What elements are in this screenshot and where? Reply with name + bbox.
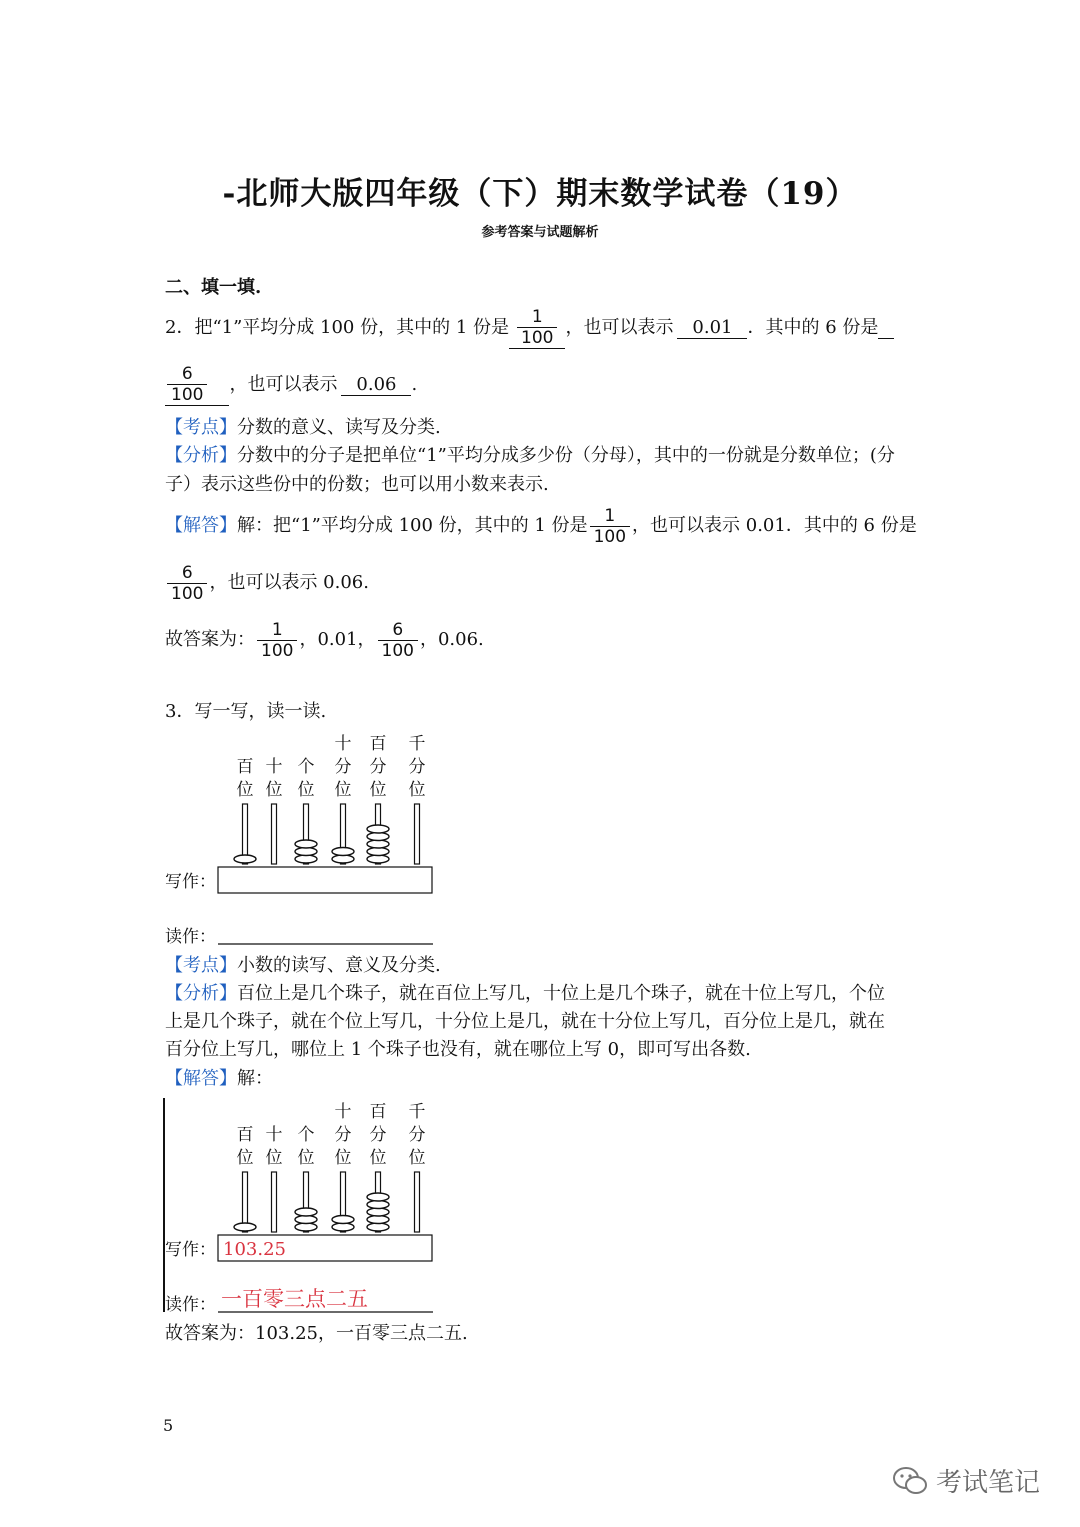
kaodian-text: 分数的意义、读写及分类. (237, 417, 441, 438)
q2-jieda-cont (165, 560, 369, 606)
abacus-column-label: 分 (369, 757, 387, 777)
q2-answer (165, 617, 484, 663)
abacus-bead (295, 848, 317, 856)
abacus-bead (332, 848, 354, 856)
abacus-column-label: 位 (408, 1148, 426, 1168)
q2-blank-frac1 (509, 307, 565, 349)
q2-kaodian (165, 414, 441, 442)
kaodian-tag: 【考点】 (165, 417, 237, 438)
fraction-1-100 (257, 620, 297, 661)
abacus-column-label: 分 (369, 1125, 387, 1145)
frac-denominator: 100 (171, 385, 204, 405)
abacus-column-label: 十 (265, 1125, 283, 1145)
jieda-text: 解： (237, 1068, 273, 1089)
q2-jieda (165, 503, 917, 549)
abacus-bead (367, 840, 389, 848)
abacus-rod (272, 1172, 277, 1232)
q3-fenxi (165, 980, 885, 1008)
frac-numerator: 1 (531, 307, 543, 327)
jieda-tag: 【解答】 (165, 515, 237, 536)
q2-text-c: ．其中的 6 份是 (747, 317, 879, 338)
q2-fenxi-cont: 子）表示这些份中的份数；也可以用小数来表示. (165, 474, 549, 495)
frac-denominator: 100 (521, 328, 554, 348)
q2-text-d: ，也可以表示 (229, 374, 338, 395)
q2-blank-1: 0.01 (677, 318, 747, 339)
abacus-rod (415, 1172, 420, 1232)
write-label: 写作： (165, 872, 216, 892)
fenxi-text-1: 分数中的分子是把单位“1”平均分成多少份（分母），其中的一份就是分数单位；(分 (237, 445, 895, 466)
q2-blank-frac2 (165, 364, 229, 406)
abacus-column-label: 十 (334, 734, 352, 754)
q3-question: 3．写一写，读一读. (165, 701, 327, 722)
abacus-column-label: 个 (297, 757, 315, 777)
fraction-1-100 (517, 307, 557, 348)
abacus-bead (234, 1223, 256, 1231)
kaodian-text: 小数的读写、意义及分类. (237, 955, 441, 976)
abacus-column-label: 分 (408, 1125, 426, 1145)
section-heading: 二、填一填. (165, 277, 262, 298)
frac-denominator: 100 (171, 583, 204, 604)
abacus-bead (332, 855, 354, 863)
jieda-text-b: ，也可以表示 0.01．其中的 6 份是 (632, 515, 917, 536)
frac-numerator: 1 (604, 505, 616, 526)
abacus-bead (295, 855, 317, 863)
q2-text-a: 2．把“1”平均分成 100 份，其中的 1 份是 (165, 317, 510, 338)
abacus-column-label: 位 (369, 780, 387, 800)
abacus-column-label: 十 (334, 1102, 352, 1122)
abacus-rod (272, 804, 277, 864)
abacus-column-label: 个 (297, 1125, 315, 1145)
abacus-column-label: 千 (408, 734, 426, 754)
abacus-column-label: 百 (369, 734, 387, 754)
abacus-rod (415, 804, 420, 864)
abacus-bead (367, 825, 389, 833)
abacus-bead (367, 1193, 389, 1201)
frac-numerator: 1 (271, 619, 283, 640)
q2-blank-2: 0.06 (341, 375, 411, 396)
q3-jieda (165, 1065, 273, 1093)
abacus-column-label: 百 (369, 1102, 387, 1122)
abacus-bead (367, 833, 389, 841)
answer-mid-2: ，0.06. (419, 629, 484, 650)
read-label: 读作： (165, 927, 216, 947)
abacus-column-label: 分 (408, 757, 426, 777)
fenxi-tag: 【分析】 (165, 983, 237, 1004)
frac-denominator: 100 (593, 526, 627, 547)
abacus-column-label: 位 (297, 780, 315, 800)
jieda-text-c: ，也可以表示 0.06. (209, 572, 369, 593)
abacus-question-figure (163, 730, 438, 948)
q3-fenxi-3: 百分位上写几，哪位上 1 个珠子也没有，就在哪位上写 0，即可写出各数. (165, 1039, 751, 1060)
abacus-column-label: 位 (236, 1148, 254, 1168)
abacus-column-label: 位 (236, 780, 254, 800)
watermark (892, 1462, 1040, 1499)
abacus-bead (295, 840, 317, 848)
abacus-bead (295, 1208, 317, 1216)
abacus-column-label: 位 (265, 780, 283, 800)
written-answer: 103.25 (223, 1239, 286, 1260)
abacus-column-label: 分 (334, 1125, 352, 1145)
watermark-text: 考试笔记 (935, 1468, 1040, 1498)
read-answer: 一百零三点二五 (221, 1287, 368, 1311)
abacus-column-label: 十 (265, 757, 283, 777)
wechat-icon (892, 1466, 928, 1496)
abacus-column-label: 百 (236, 1125, 254, 1145)
abacus-column-label: 分 (334, 757, 352, 777)
q3-kaodian (165, 952, 441, 980)
write-box (218, 867, 432, 893)
abacus-bead (234, 855, 256, 863)
abacus-bead (367, 855, 389, 863)
write-label: 写作： (165, 1240, 216, 1260)
abacus-column-label: 千 (408, 1102, 426, 1122)
page-title: -北师大版四年级（下）期末数学试卷（19） (222, 176, 858, 212)
kaodian-tag: 【考点】 (165, 955, 237, 976)
page-subtitle: 参考答案与试题解析 (481, 225, 599, 240)
abacus-column-label: 位 (408, 780, 426, 800)
read-label: 读作： (165, 1295, 216, 1315)
page-number: 5 (163, 1416, 174, 1435)
answer-mid-1: ，0.01， (299, 629, 376, 650)
fraction-1-100 (590, 506, 630, 547)
q2-text-b: ，也可以表示 (565, 317, 674, 338)
abacus-column-label: 位 (369, 1148, 387, 1168)
abacus-column-label: 位 (297, 1148, 315, 1168)
fraction-6-100 (167, 563, 207, 604)
abacus-column-label: 位 (334, 780, 352, 800)
q2-fenxi (165, 442, 895, 470)
abacus-column-label: 位 (265, 1148, 283, 1168)
q2-question (165, 306, 894, 350)
frac-denominator: 100 (261, 640, 294, 661)
frac-numerator: 6 (392, 619, 404, 640)
abacus-bead (332, 1216, 354, 1224)
fraction-6-100 (378, 620, 418, 661)
abacus-answer-figure (163, 1098, 438, 1316)
q3-final-answer: 故答案为：103.25，一百零三点二五. (165, 1323, 468, 1344)
abacus-bead (367, 848, 389, 856)
fraction-6-100 (167, 364, 207, 405)
q2-question-cont (165, 362, 417, 408)
frac-numerator: 6 (181, 562, 193, 583)
q2-text-e: . (411, 374, 418, 395)
q2-blank-line (878, 318, 894, 339)
fenxi-text-1: 百位上是几个珠子，就在百位上写几，十位上是几个珠子，就在十位上写几，个位 (237, 983, 885, 1004)
q3-fenxi-2: 上是几个珠子，就在个位上写几，十分位上是几，就在十分位上写几，百分位上是几，就在 (165, 1011, 885, 1032)
jieda-tag: 【解答】 (165, 1068, 237, 1089)
answer-prefix: 故答案为： (165, 629, 255, 650)
fenxi-tag: 【分析】 (165, 445, 237, 466)
frac-denominator: 100 (381, 640, 414, 661)
jieda-text-a: 解：把“1”平均分成 100 份，其中的 1 份是 (237, 515, 588, 536)
frac-numerator: 6 (181, 364, 193, 384)
abacus-column-label: 位 (334, 1148, 352, 1168)
abacus-column-label: 百 (236, 757, 254, 777)
